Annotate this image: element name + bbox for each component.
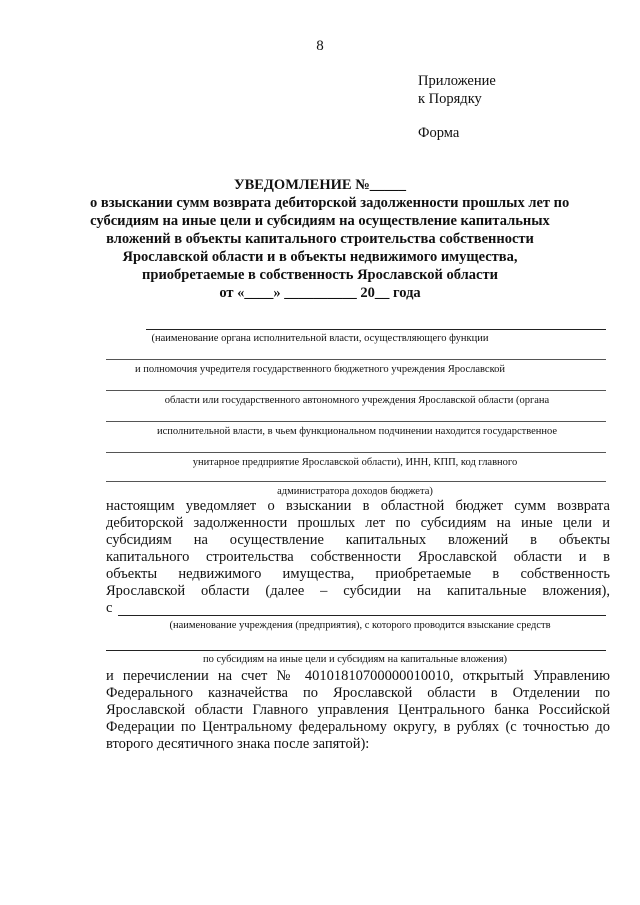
paragraph-line: Федерации по Центральному федеральному округу, в рублях (с точностью до (106, 718, 610, 735)
paragraph-line: второго десятичного знака после запятой): (106, 735, 370, 752)
annex-line: Приложение (418, 73, 496, 89)
title-line: вложений в объекты капитального строительства собственности (106, 231, 534, 247)
fill-line (106, 390, 606, 391)
title-line: УВЕДОМЛЕНИЕ №_____ (233, 177, 407, 193)
paragraph-line: Ярославской области (далее – субсидии на капитальные вложения), (106, 582, 610, 599)
paragraph-line: и перечислении на счет № 40101810700000010010, открытый Управлению (106, 668, 610, 684)
paragraph-line: дебиторской задолженности прошлых лет по субсидиям на иные цели и (106, 514, 610, 531)
fill-line (106, 650, 606, 651)
field-caption: унитарное предприятие Ярославской области), ИНН, КПП, код главного (192, 457, 518, 468)
fill-line (118, 615, 606, 616)
fill-line (106, 481, 606, 482)
title-line: субсидиям на иные цели и субсидиям на осуществление капитальных (90, 213, 550, 229)
page-number: 8 (316, 38, 324, 54)
field-caption: области или государственного автономного учреждения Ярославской области (органа (164, 395, 550, 406)
document-title (90, 176, 570, 302)
notice-paragraph (106, 498, 610, 599)
form-label: Форма (418, 125, 460, 141)
fill-line (106, 359, 606, 360)
paragraph-line: настоящим уведомляет о взыскании в областной бюджет сумм возврата (106, 498, 610, 514)
title-line: о взыскании сумм возврата дебиторской задолженности прошлых лет по (90, 195, 570, 211)
with-prefix: с (106, 600, 113, 616)
field-caption: исполнительной власти, в чьем функциональном подчинении находится государственное (156, 426, 558, 437)
field-caption: и полномочия учредителя государственного бюджетного учреждения Ярославской (134, 364, 506, 375)
title-line: Ярославской области и в объекты недвижимого имущества, (122, 249, 518, 265)
fill-line (106, 421, 606, 422)
annex-line: к Порядку (418, 91, 482, 107)
paragraph-line: капитального строительства собственности Ярославской области и в (106, 548, 610, 565)
transfer-paragraph (106, 668, 610, 753)
annex-block (418, 72, 496, 108)
field-caption: администратора доходов бюджета) (277, 486, 433, 497)
paragraph-line: субсидиям на осуществление капитальных вложений в объекты (106, 531, 610, 548)
fill-line (146, 329, 606, 330)
fill-line (106, 452, 606, 453)
title-line: приобретаемые в собственность Ярославской области (142, 267, 498, 283)
field-caption: (наименование органа исполнительной власти, осуществляющего функции (151, 333, 489, 344)
field-caption: (наименование учреждения (предприятия), с которого проводится взыскание средств (169, 620, 551, 631)
paragraph-line: объекты недвижимого имущества, приобретаемые в собственность (106, 565, 610, 582)
paragraph-line: Федерального казначейства по Ярославской области в Отделении по (106, 684, 610, 701)
title-line: от «____» __________ 20__ года (219, 285, 421, 301)
paragraph-line: Ярославской области Главного управления Центрального банка Российской (106, 701, 610, 718)
field-caption: по субсидиям на иные цели и субсидиям на капитальные вложения) (202, 654, 508, 665)
